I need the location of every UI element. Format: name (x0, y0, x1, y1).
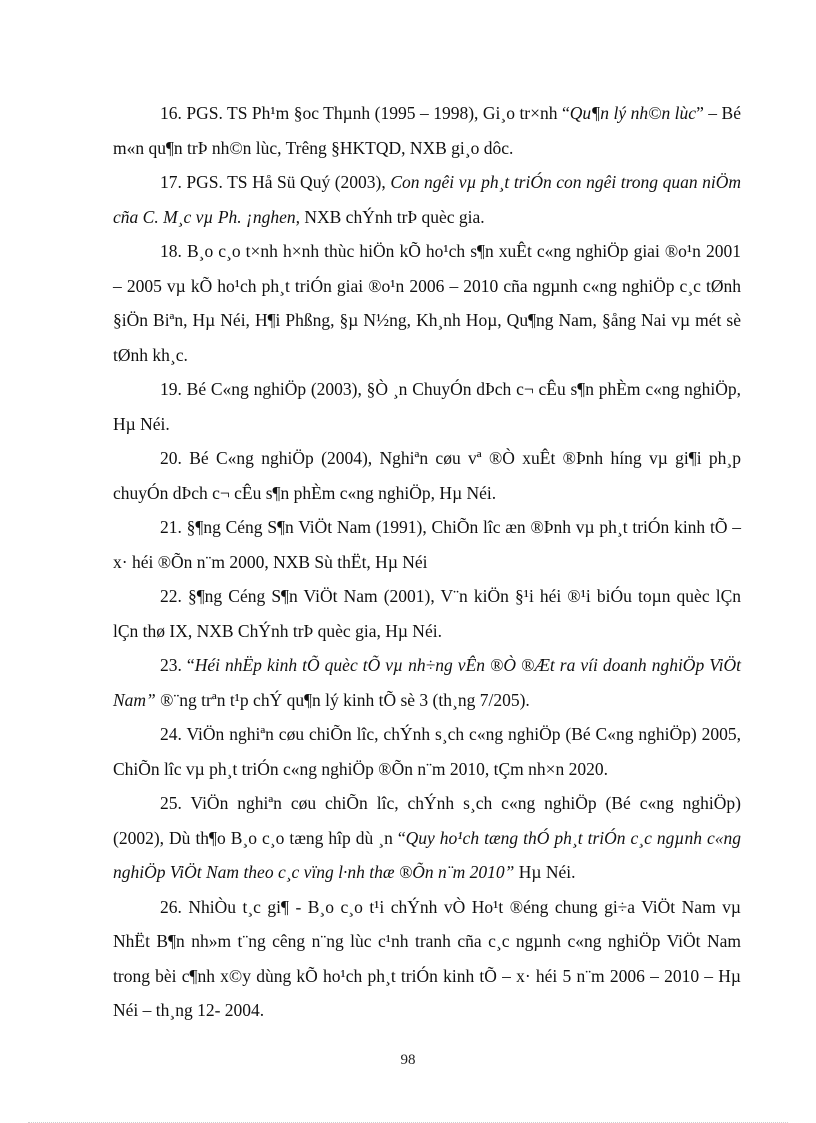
reference-entry (113, 717, 741, 786)
reference-entry (113, 510, 741, 579)
reference-text: 23. “ (160, 655, 195, 675)
reference-entry (113, 372, 741, 441)
reference-entry (113, 579, 741, 648)
reference-text: 26. NhiÒu t¸c gi¶ - B¸o c¸o t¹i chÝnh vÒ Ho¹t ®éng chung gi÷a ViÖt Nam vµ NhËt B¶n nh»m t¨ng cêng n¨ng lùc c¹nh tranh cña c¸c ngµnh c«ng nghiÖp ViÖt Nam trong bèi c¶nh x©y dùng kÕ ho¹ch ph¸t triÓn kinh tÕ – x· héi 5 n¨m 2006 – 2010 – Hµ Néi – th¸ng 12- 2004. (113, 896, 741, 1020)
reference-title-italic: Héi nhËp kinh tÕ quèc tÕ vµ nh÷ng vÊn ®Ò ®Æt ra víi doanh nghiÖp ViÖt Nam” (113, 655, 741, 710)
reference-text: 24. ViÖn nghiªn cøu chiÕn lîc, chÝnh s¸ch c«ng nghiÖp (Bé C«ng nghiÖp) 2005, ChiÕn lîc vµ ph¸t triÓn c«ng nghiÖp ®Õn n¨m 2010, tÇm nh×n 2020. (113, 724, 741, 779)
reference-text: 16. PGS. TS Ph¹m §oc Thµnh (1995 – 1998), Gi¸o tr×nh “ (160, 103, 570, 123)
reference-text: 20. Bé C«ng nghiÖp (2004), Nghiªn cøu vª ®Ò xuÊt ®Þnh híng vµ gi¶i ph¸p chuyÓn dÞch c¬ cÊu s¶n phÈm c«ng nghiÖp, Hµ Néi. (113, 448, 741, 503)
reference-text: NXB chÝnh trÞ quèc gia. (299, 206, 485, 227)
reference-entry (113, 648, 741, 717)
reference-entry (113, 786, 741, 890)
reference-text: ®¨ng trªn t¹p chÝ qu¶n lý kinh tÕ sè 3 (th¸ng 7/205). (155, 689, 530, 710)
reference-title-italic: Qu¶n lý nh©n lùc (569, 103, 697, 123)
reference-text: 19. Bé C«ng nghiÖp (2003), §Ò ¸n ChuyÓn dÞch c¬ cÊu s¶n phÈm c«ng nghiÖp, Hµ Néi. (113, 379, 741, 434)
reference-title-italic: Con ngêi vµ ph¸t triÓn con ngêi trong quan niÖm cña C. M¸c vµ Ph. ¡nghen, (113, 172, 742, 227)
reference-text: 22. §¶ng Céng S¶n ViÖt Nam (2001), V¨n kiÖn §¹i héi ®¹i biÓu toµn quèc lÇn lÇn thø IX, NXB ChÝnh trÞ quèc gia, Hµ Néi. (113, 586, 741, 641)
reference-text: 25. ViÖn nghiªn cøu chiÕn lîc, chÝnh s¸ch c«ng nghiÖp (Bé c«ng nghiÖp) (2002), Dù th¶o B¸o c¸o tæng hîp dù ¸n “ (113, 793, 741, 848)
reference-entry (113, 441, 741, 510)
reference-text: Hµ Néi. (514, 862, 576, 882)
reference-text: 17. PGS. TS Hå Sü Quý (2003), (160, 172, 391, 192)
reference-text: ” – Bé m«n qu¶n trÞ nh©n lùc, Trêng §HKTQD, NXB gi¸o dôc. (113, 103, 741, 158)
page-number: 98 (400, 1052, 416, 1068)
reference-entry (113, 96, 741, 165)
reference-list (113, 96, 741, 1028)
reference-text: 21. §¶ng Céng S¶n ViÖt Nam (1991), ChiÕn lîc æn ®Þnh vµ ph¸t triÓn kinh tÕ – x· héi ®Õn n¨m 2000, NXB Sù thËt, Hµ Néi (113, 517, 741, 572)
reference-title-italic: Quy ho¹ch tæng thÓ ph¸t triÓn c¸c ngµnh c«ng nghiÖp ViÖt Nam theo c¸c vïng l·nh thæ ®Õn n¨m 2010” (113, 827, 741, 882)
reference-text: 18. B¸o c¸o t×nh h×nh thùc hiÖn kÕ ho¹ch s¶n xuÊt c«ng nghiÖp giai ®o¹n 2001 – 2005 vµ kÕ ho¹ch ph¸t triÓn giai ®o¹n 2006 – 2010 cña ngµnh c«ng nghiÖp c¸c tØnh §iÖn Biªn, Hµ Néi, H¶i Phßng, §µ N½ng, Kh¸nh Hoµ, Qu¶ng Nam, §ång Nai vµ mét sè tØnh kh¸c. (113, 241, 741, 365)
reference-entry (113, 165, 741, 234)
reference-entry (113, 234, 741, 372)
reference-entry (113, 890, 741, 1028)
